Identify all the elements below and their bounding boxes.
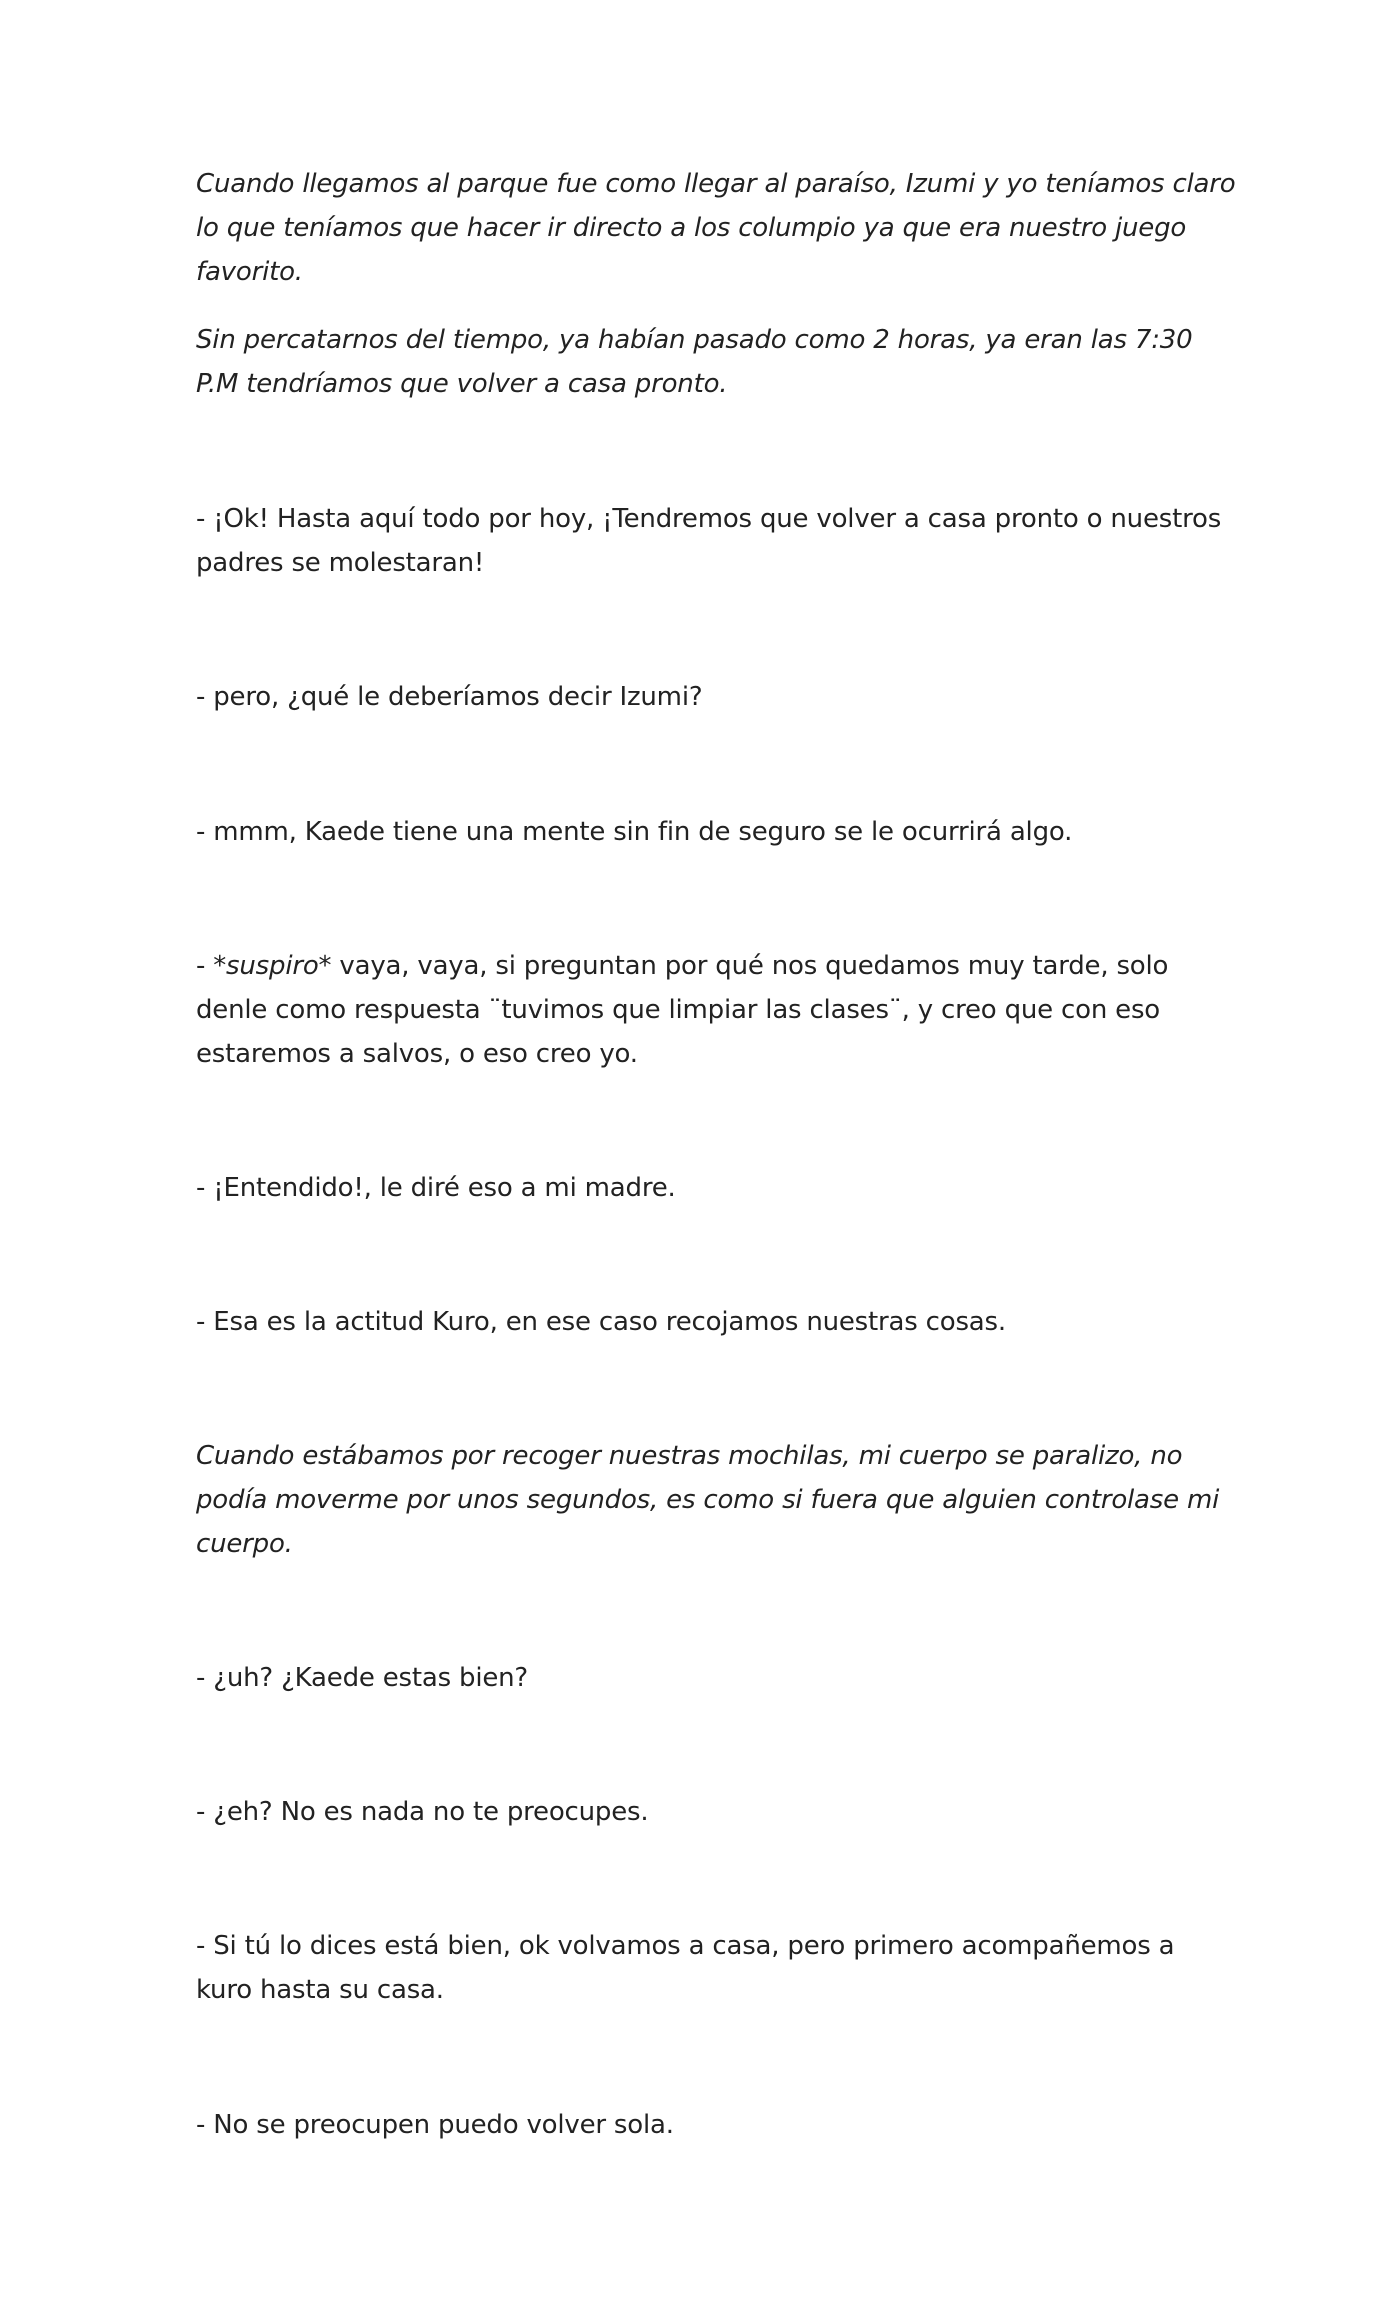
paragraph-dialogue-no-es-nada: - ¿eh? No es nada no te preocupes. bbox=[196, 1797, 649, 1827]
paragraph-dialogue-actitud: - Esa es la actitud Kuro, en ese caso recojamos nuestras cosas. bbox=[196, 1307, 1006, 1337]
dialogue-emphasis: *suspiro* bbox=[213, 951, 332, 981]
paragraph-narration-time: Sin percatarnos del tiempo, ya habían pasado como 2 horas, ya eran las 7:30 P.M tendríamos que volver a casa pronto. bbox=[196, 325, 1193, 399]
dialogue-dash: - bbox=[196, 951, 214, 981]
paragraph-dialogue-suspiro bbox=[196, 944, 1236, 1076]
paragraph-dialogue-kaede-mind: - mmm, Kaede tiene una mente sin fin de seguro se le ocurrirá algo. bbox=[196, 817, 1073, 847]
paragraph-narration-paralizo: Cuando estábamos por recoger nuestras mochilas, mi cuerpo se paralizo, no podía moverme por unos segundos, es como si fuera que alguien controlase mi cuerpo. bbox=[196, 1441, 1220, 1559]
dialogue-rest: vaya, vaya, si preguntan por qué nos quedamos muy tarde, solo denle como respuesta ¨tuvimos que limpiar las clases¨, y creo que con eso estaremos a salvos, o eso creo yo. bbox=[196, 951, 1169, 1069]
paragraph-narration-park: Cuando llegamos al parque fue como llegar al paraíso, Izumi y yo teníamos claro lo que teníamos que hacer ir directo a los columpio ya que era nuestro juego favorito. bbox=[196, 169, 1236, 287]
paragraph-dialogue-entendido: - ¡Entendido!, le diré eso a mi madre. bbox=[196, 1173, 676, 1203]
paragraph-dialogue-estas-bien: - ¿uh? ¿Kaede estas bien? bbox=[196, 1663, 529, 1693]
paragraph-dialogue-ok: - ¡Ok! Hasta aquí todo por hoy, ¡Tendremos que volver a casa pronto o nuestros padres se molestaran! bbox=[196, 504, 1222, 578]
paragraph-dialogue-acompanemos: - Si tú lo dices está bien, ok volvamos a casa, pero primero acompañemos a kuro hasta su casa. bbox=[196, 1931, 1175, 2005]
paragraph-dialogue-volver-sola: - No se preocupen puedo volver sola. bbox=[196, 2110, 674, 2140]
paragraph-dialogue-question: - pero, ¿qué le deberíamos decir Izumi? bbox=[196, 682, 703, 712]
